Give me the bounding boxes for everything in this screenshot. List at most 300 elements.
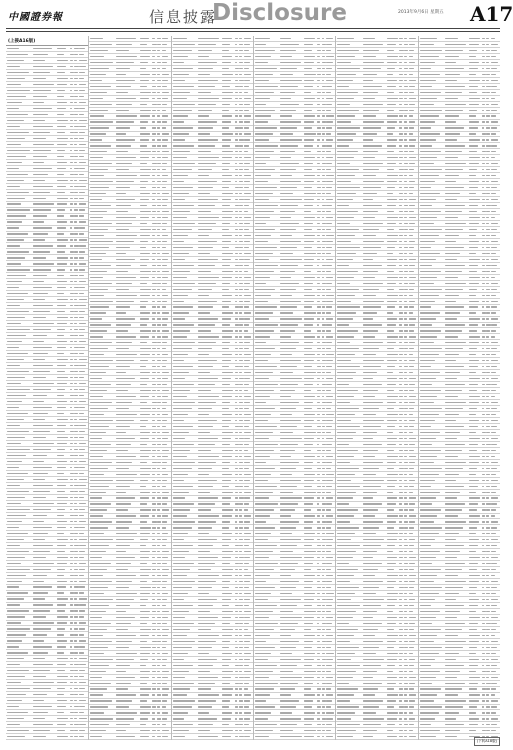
table-cell [7, 527, 33, 528]
table-cell [33, 66, 57, 67]
text-line [90, 563, 110, 564]
text-line [74, 162, 77, 163]
text-line [222, 462, 231, 463]
text-line [222, 468, 229, 469]
table-cell [162, 199, 170, 200]
table-cell [198, 420, 222, 421]
table-cell [140, 44, 153, 45]
text-line [152, 515, 155, 516]
text-line [162, 50, 166, 51]
table-cell [90, 545, 115, 546]
text-line [322, 151, 325, 152]
text-line [152, 432, 155, 433]
table-cell [198, 545, 222, 546]
text-line [173, 665, 193, 666]
text-line [244, 426, 249, 427]
table-cell [116, 581, 140, 582]
table-cell [79, 700, 87, 701]
text-line [70, 676, 74, 677]
text-line [7, 221, 22, 222]
text-line [239, 659, 243, 660]
text-line [239, 712, 242, 713]
text-line [90, 486, 109, 487]
text-line [90, 492, 105, 493]
table-cell [140, 539, 153, 540]
table-cell [57, 102, 70, 103]
text-line [222, 223, 231, 224]
table-cell [140, 235, 153, 236]
text-line [74, 515, 77, 516]
table-cell [280, 151, 304, 152]
text-line [198, 396, 219, 397]
text-line [222, 557, 232, 558]
table-cell [33, 604, 57, 605]
table-cell [162, 360, 170, 361]
table-cell [198, 318, 222, 319]
table-cell [198, 444, 222, 445]
table-cell [90, 92, 115, 93]
table-cell [140, 724, 153, 725]
text-line [152, 438, 155, 439]
text-line [74, 329, 78, 330]
text-line [116, 324, 131, 325]
text-line [157, 515, 161, 516]
text-line [70, 269, 73, 270]
text-line [116, 521, 133, 522]
table-cell [244, 289, 252, 290]
table-cell [116, 223, 140, 224]
text-line [222, 414, 233, 415]
table-cell [222, 235, 235, 236]
table-cell [222, 193, 235, 194]
text-line [70, 694, 74, 695]
text-line [198, 181, 217, 182]
text-line [239, 301, 243, 302]
table-cell [79, 491, 87, 492]
table-cell [116, 74, 140, 75]
table-cell [33, 120, 57, 121]
text-line [74, 533, 78, 534]
table-cell [57, 724, 70, 725]
text-line [304, 163, 313, 164]
text-line [7, 473, 28, 474]
table-cell [173, 456, 198, 457]
table-cell [140, 718, 153, 719]
text-line [173, 283, 196, 284]
table-cell [140, 277, 153, 278]
text-line [222, 187, 229, 188]
text-line [7, 48, 19, 49]
table-cell [198, 593, 222, 594]
table-cell [304, 145, 317, 146]
table-cell [116, 342, 140, 343]
text-line [7, 239, 24, 240]
text-line [244, 253, 251, 254]
table-cell [7, 215, 33, 216]
table-cell [57, 365, 70, 366]
text-line [235, 121, 238, 122]
text-line [239, 527, 242, 528]
text-line [33, 203, 55, 204]
text-line [90, 617, 101, 618]
text-line [79, 377, 83, 378]
table-cell [57, 114, 70, 115]
table-cell [33, 503, 57, 504]
text-line [280, 163, 299, 164]
text-line [116, 432, 127, 433]
table-row [6, 734, 88, 740]
text-line [70, 203, 73, 204]
table-cell [7, 371, 33, 372]
table-cell [162, 730, 170, 731]
text-line [244, 211, 248, 212]
text-line [157, 163, 161, 164]
table-cell [33, 186, 57, 187]
text-line [57, 467, 66, 468]
text-line [57, 622, 67, 623]
text-line [198, 366, 213, 367]
text-line [326, 169, 331, 170]
table-cell [244, 665, 252, 666]
table-cell [173, 575, 198, 576]
text-line [33, 545, 53, 546]
table-cell [198, 700, 222, 701]
table-cell [244, 312, 252, 313]
text-line [244, 127, 249, 128]
text-line [90, 521, 112, 522]
table-cell [198, 74, 222, 75]
text-line [173, 80, 186, 81]
text-line [70, 616, 74, 617]
table-cell [244, 647, 252, 648]
text-line [222, 671, 233, 672]
text-line [74, 48, 78, 49]
table-cell [244, 366, 252, 367]
text-line [157, 62, 161, 63]
text-line [239, 665, 243, 666]
table-cell [173, 480, 198, 481]
text-line [255, 127, 277, 128]
text-line [157, 187, 160, 188]
text-line [57, 287, 66, 288]
table-cell [140, 605, 153, 606]
text-line [235, 235, 238, 236]
text-line [244, 712, 251, 713]
text-line [157, 575, 161, 576]
table-cell [57, 78, 70, 79]
table-cell [198, 688, 222, 689]
text-line [79, 616, 83, 617]
text-line [74, 221, 77, 222]
table-cell [79, 275, 87, 276]
table-cell [79, 120, 87, 121]
text-line [90, 438, 101, 439]
text-line [326, 193, 330, 194]
text-line [222, 366, 229, 367]
text-line [79, 251, 84, 252]
text-line [304, 56, 315, 57]
text-line [173, 115, 188, 116]
table-cell [33, 323, 57, 324]
text-line [57, 479, 68, 480]
text-line [322, 38, 325, 39]
text-line [70, 592, 74, 593]
table-cell [162, 509, 170, 510]
text-line [198, 718, 217, 719]
table-cell [90, 605, 115, 606]
text-line [157, 115, 160, 116]
text-line [173, 647, 192, 648]
table-cell [79, 353, 87, 354]
table-cell [140, 283, 153, 284]
text-line [222, 348, 229, 349]
text-line [140, 736, 149, 737]
table-cell [222, 593, 235, 594]
text-line [173, 730, 189, 731]
table-cell [162, 157, 170, 158]
text-line [162, 480, 168, 481]
table-cell [90, 133, 115, 134]
text-line [116, 468, 129, 469]
table-cell [244, 557, 252, 558]
table-cell [7, 670, 33, 671]
text-line [239, 62, 243, 63]
text-line [116, 641, 133, 642]
table-cell [116, 438, 140, 439]
text-line [244, 372, 251, 373]
text-line [74, 120, 77, 121]
text-line [140, 289, 152, 290]
text-line [235, 127, 239, 128]
text-line [222, 629, 234, 630]
text-line [222, 253, 233, 254]
text-line [79, 347, 85, 348]
text-line [239, 635, 242, 636]
text-line [239, 521, 243, 522]
text-line [152, 330, 156, 331]
table-cell [280, 193, 304, 194]
text-line [244, 641, 250, 642]
text-line [33, 491, 50, 492]
table-cell [79, 359, 87, 360]
text-line [116, 539, 134, 540]
text-line [140, 521, 148, 522]
text-line [57, 377, 69, 378]
table-cell [304, 110, 317, 111]
table-cell [244, 569, 252, 570]
text-line [74, 724, 78, 725]
text-line [235, 306, 239, 307]
table-cell [280, 110, 304, 111]
text-line [173, 671, 189, 672]
table-cell [173, 474, 198, 475]
table-cell [90, 611, 115, 612]
table-cell [198, 289, 222, 290]
table-cell [79, 557, 87, 558]
table-cell [57, 557, 70, 558]
text-line [74, 209, 78, 210]
text-line [152, 462, 156, 463]
text-line [239, 509, 242, 510]
table-cell [79, 198, 87, 199]
table-cell [326, 181, 334, 182]
table-cell [79, 341, 87, 342]
text-line [322, 217, 325, 218]
table-cell [90, 277, 115, 278]
table-cell [173, 235, 198, 236]
text-line [79, 221, 86, 222]
table-cell [198, 301, 222, 302]
table-cell [79, 60, 87, 61]
table-cell [173, 587, 198, 588]
text-line [79, 341, 86, 342]
table-cell [79, 150, 87, 151]
text-line [74, 78, 77, 79]
table-cell [244, 92, 252, 93]
table-cell [79, 180, 87, 181]
table-cell [57, 592, 70, 593]
table-cell [222, 694, 235, 695]
table-cell [57, 664, 70, 665]
table-cell [116, 169, 140, 170]
table-cell [7, 186, 33, 187]
table-cell [173, 468, 198, 469]
table-cell [198, 223, 222, 224]
table-cell [140, 617, 153, 618]
text-line [90, 301, 113, 302]
text-line [57, 281, 68, 282]
text-line [173, 360, 184, 361]
text-line [116, 509, 128, 510]
text-line [33, 90, 51, 91]
text-line [198, 677, 218, 678]
text-line [198, 629, 211, 630]
text-line [74, 706, 78, 707]
text-line [70, 251, 74, 252]
table-cell [173, 450, 198, 451]
text-line [222, 378, 232, 379]
text-line [116, 336, 136, 337]
table-cell [90, 539, 115, 540]
text-line [157, 432, 160, 433]
table-cell [116, 50, 140, 51]
text-line [140, 635, 150, 636]
text-line [79, 592, 84, 593]
text-line [235, 139, 238, 140]
table-cell [173, 659, 198, 660]
text-line [7, 120, 24, 121]
text-line [317, 193, 321, 194]
table-cell [116, 509, 140, 510]
table-cell [244, 426, 252, 427]
table-cell [140, 86, 153, 87]
text-line [90, 223, 112, 224]
text-line [162, 133, 169, 134]
text-line [173, 259, 186, 260]
table-cell [7, 419, 33, 420]
table-cell [57, 108, 70, 109]
text-line [235, 444, 239, 445]
table-cell [79, 730, 87, 731]
text-line [255, 44, 266, 45]
section-title-en: Disclosure [212, 0, 347, 26]
text-line [280, 50, 295, 51]
table-cell [162, 145, 170, 146]
text-line [90, 515, 103, 516]
table-cell [33, 425, 57, 426]
text-line [90, 205, 110, 206]
table-cell [57, 221, 70, 222]
text-line [116, 372, 127, 373]
text-line [322, 121, 326, 122]
text-line [239, 163, 243, 164]
text-line [198, 62, 217, 63]
table-cell [173, 384, 198, 385]
table-cell [140, 56, 153, 57]
text-line [244, 169, 249, 170]
text-line [74, 604, 78, 605]
text-line [33, 646, 52, 647]
text-line [173, 396, 187, 397]
table-cell [198, 68, 222, 69]
text-line [74, 586, 78, 587]
table-cell [116, 521, 140, 522]
text-line [198, 521, 216, 522]
text-line [140, 133, 151, 134]
table-cell [140, 133, 153, 134]
table-cell [198, 330, 222, 331]
table-cell [222, 199, 235, 200]
text-line [162, 145, 167, 146]
text-line [157, 139, 161, 140]
table-cell [79, 138, 87, 139]
text-line [79, 150, 85, 151]
table-cell [162, 712, 170, 713]
table-cell [116, 426, 140, 427]
text-line [244, 223, 250, 224]
text-line [79, 557, 83, 558]
text-line [7, 718, 24, 719]
table-cell [90, 169, 115, 170]
text-line [173, 569, 191, 570]
text-line [79, 281, 86, 282]
table-cell [255, 157, 280, 158]
text-line [198, 641, 216, 642]
table-cell [198, 229, 222, 230]
text-line [116, 50, 129, 51]
table-cell [140, 730, 153, 731]
text-line [79, 168, 85, 169]
text-line [57, 317, 69, 318]
text-line [235, 521, 238, 522]
text-line [244, 115, 251, 116]
text-line [235, 50, 239, 51]
table-cell [116, 139, 140, 140]
text-line [222, 50, 229, 51]
table-cell [244, 480, 252, 481]
text-line [90, 420, 113, 421]
table-cell [198, 104, 222, 105]
text-line [152, 408, 156, 409]
text-line [90, 408, 108, 409]
text-line [140, 551, 151, 552]
text-line [90, 265, 110, 266]
table-cell [222, 50, 235, 51]
text-line [304, 133, 316, 134]
text-line [280, 115, 292, 116]
table-cell [173, 593, 198, 594]
table-cell [90, 420, 115, 421]
